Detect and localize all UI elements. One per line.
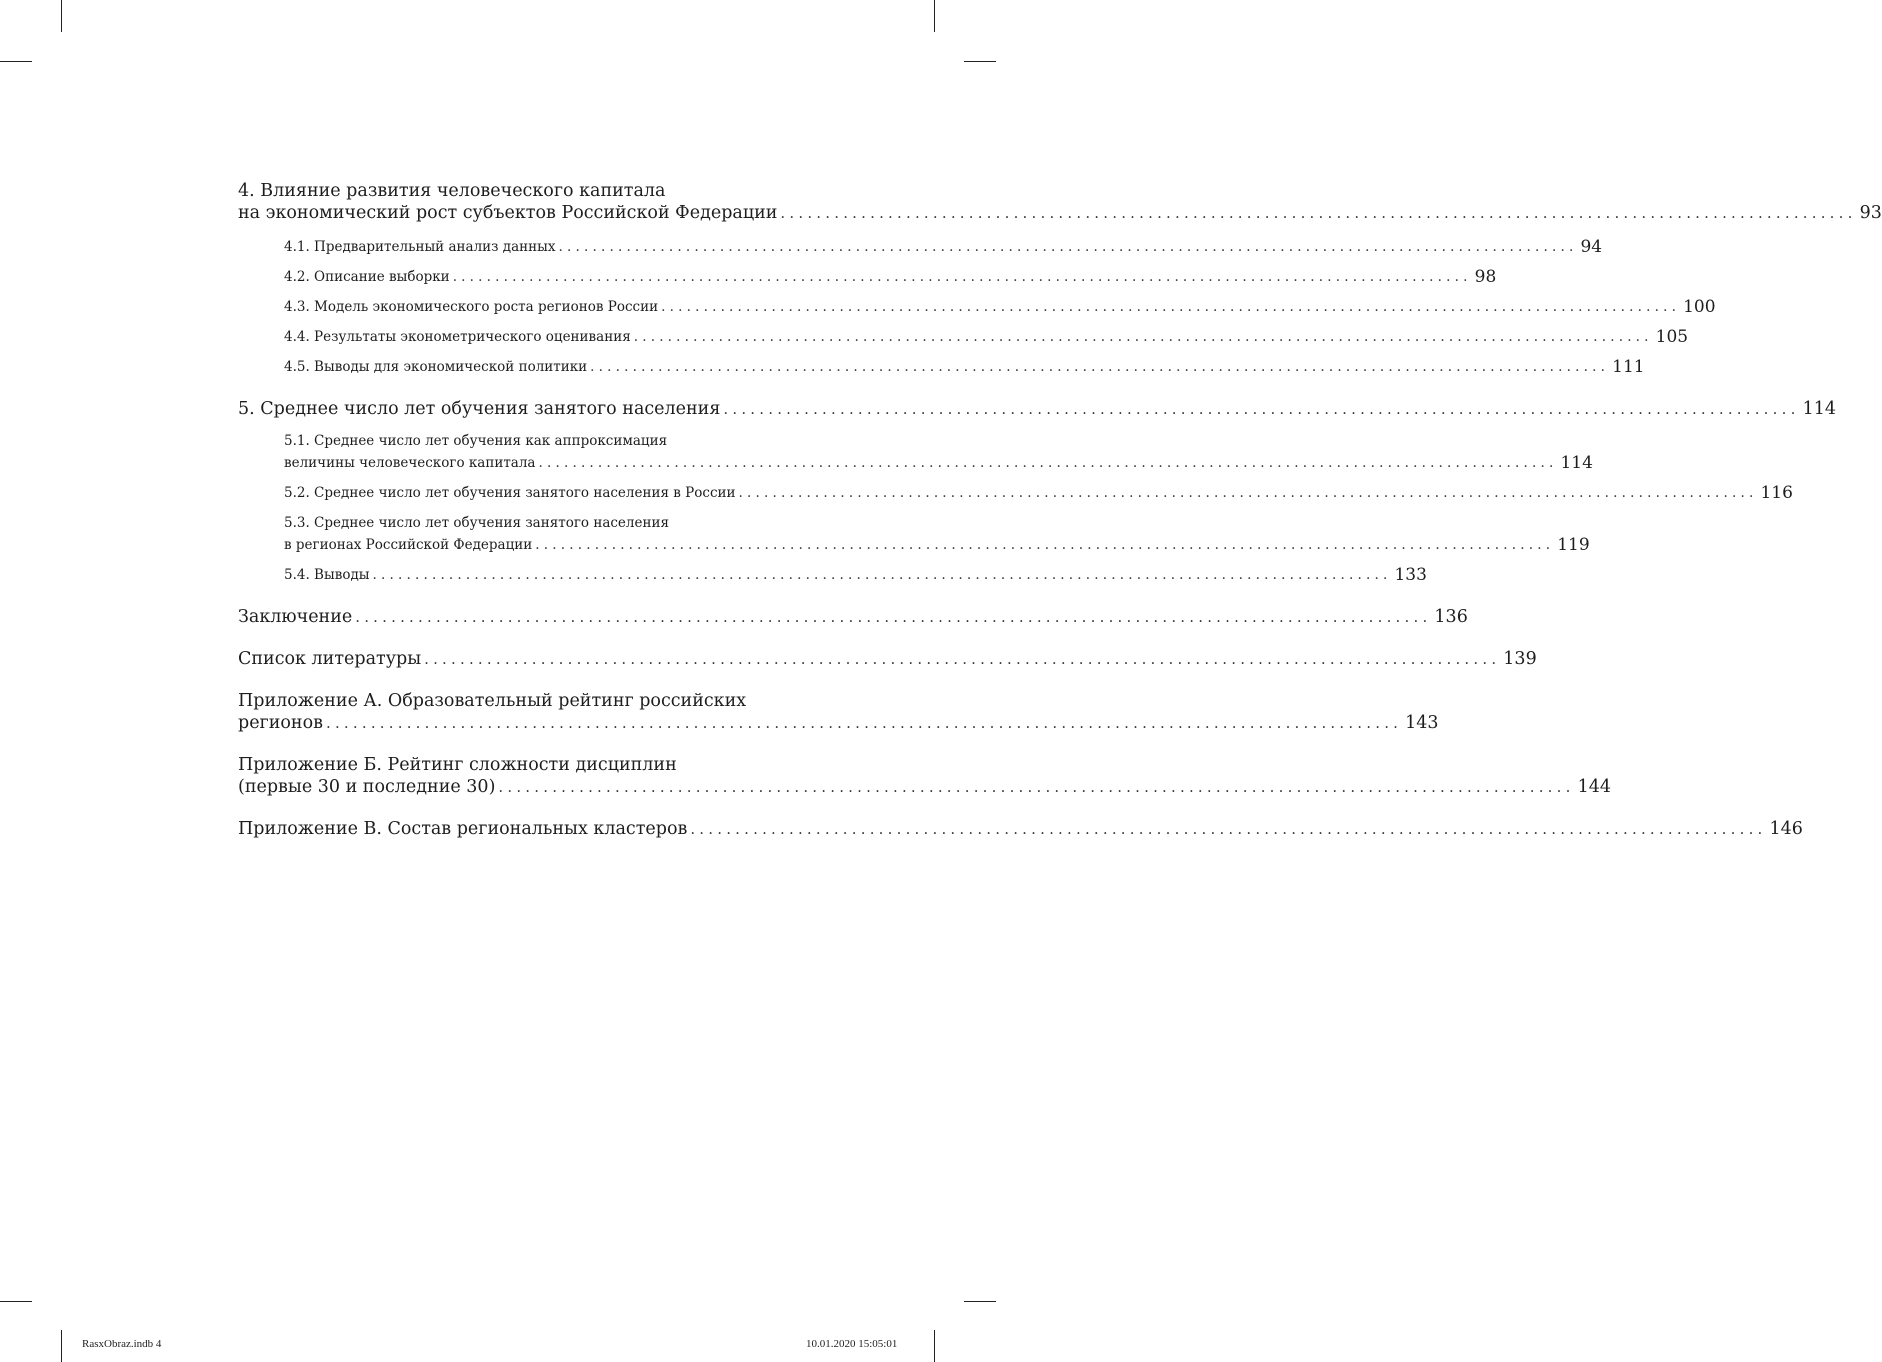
dot-leader: ........................................................................................................................ bbox=[535, 537, 1555, 553]
dot-leader: ........................................................................................................................ bbox=[723, 400, 1800, 418]
toc-page-number: 111 bbox=[1612, 357, 1645, 377]
toc-page-number: 94 bbox=[1580, 237, 1603, 257]
crop-mark bbox=[61, 0, 62, 32]
toc-entry-title-line: 4. Влияние развития человеческого капитала bbox=[238, 181, 666, 201]
toc-page-number: 133 bbox=[1394, 565, 1427, 585]
toc-page-number: 105 bbox=[1655, 327, 1689, 347]
dot-leader: ........................................................................................................................ bbox=[372, 567, 1392, 583]
toc-entry-title: на экономический рост субъектов Российской Федерации bbox=[238, 203, 778, 223]
toc-entry-title: 4.4. Результаты эконометрического оценивания bbox=[284, 329, 631, 345]
toc-entry-appendix-v bbox=[238, 818, 1803, 840]
toc-page-number: 116 bbox=[1760, 483, 1793, 503]
toc-entry-title: 4.5. Выводы для экономической политики bbox=[284, 359, 588, 375]
toc-entry-5-3 bbox=[284, 512, 1590, 556]
table-of-contents bbox=[238, 180, 1882, 840]
toc-entry-title: 5. Среднее число лет обучения занятого населения bbox=[238, 399, 721, 419]
toc-entry-title-line: 5.1. Среднее число лет обучения как аппроксимация bbox=[284, 433, 668, 449]
toc-page-number: 100 bbox=[1683, 297, 1716, 317]
toc-entry-5 bbox=[238, 398, 1836, 420]
toc-entry-4-3 bbox=[284, 296, 1716, 318]
toc-entry-title: 5.2. Среднее число лет обучения занятого населения в России bbox=[284, 485, 736, 501]
toc-entry-title: Заключение bbox=[238, 607, 353, 627]
dot-leader: ........................................................................................................................ bbox=[538, 455, 1558, 471]
toc-entry-4-5 bbox=[284, 356, 1645, 378]
toc-page-number: 114 bbox=[1802, 399, 1836, 419]
toc-entry-title: Список литературы bbox=[238, 649, 422, 669]
dot-leader: ........................................................................................................................ bbox=[558, 239, 1578, 255]
toc-entry-title: регионов bbox=[238, 713, 323, 733]
toc-entry-title: 4.2. Описание выборки bbox=[284, 269, 450, 285]
toc-page-number: 146 bbox=[1769, 819, 1803, 839]
toc-entry-5-2 bbox=[284, 482, 1793, 504]
dot-leader: ........................................................................................................................ bbox=[690, 820, 1767, 838]
crop-mark bbox=[964, 1301, 996, 1302]
toc-entry-5-4 bbox=[284, 564, 1427, 586]
crop-mark bbox=[61, 1330, 62, 1362]
toc-entry-title-line: 5.3. Среднее число лет обучения занятого населения bbox=[284, 515, 670, 531]
toc-entry-title: 4.1. Предварительный анализ данных bbox=[284, 239, 556, 255]
toc-page-number: 98 bbox=[1474, 267, 1497, 287]
toc-entry-title: (первые 30 и последние 30) bbox=[238, 777, 496, 797]
dot-leader: ........................................................................................................................ bbox=[780, 204, 1857, 222]
dot-leader: ........................................................................................................................ bbox=[424, 650, 1501, 668]
slug-datetime: 10.01.2020 15:05:01 bbox=[806, 1338, 898, 1350]
toc-page-number: 144 bbox=[1577, 777, 1611, 797]
crop-mark bbox=[0, 61, 32, 62]
toc-entry-title: величины человеческого капитала bbox=[284, 455, 536, 471]
toc-entry-4-4 bbox=[284, 326, 1689, 348]
toc-entry-title: 5.4. Выводы bbox=[284, 567, 370, 583]
crop-mark bbox=[0, 1301, 32, 1302]
toc-entry-5-1 bbox=[284, 430, 1593, 474]
dot-leader: ........................................................................................................................ bbox=[590, 359, 1610, 375]
toc-entry-conclusion bbox=[238, 606, 1468, 628]
toc-entry-title-line: Приложение А. Образовательный рейтинг российских bbox=[238, 691, 747, 711]
dot-leader: ........................................................................................................................ bbox=[355, 608, 1432, 626]
toc-entry-title: 4.3. Модель экономического роста регионов России bbox=[284, 299, 659, 315]
toc-entry-bibliography bbox=[238, 648, 1537, 670]
toc-page-number: 93 bbox=[1859, 203, 1882, 223]
dot-leader: ........................................................................................................................ bbox=[498, 778, 1575, 796]
dot-leader: ........................................................................................................................ bbox=[661, 299, 1681, 315]
slug-filename: RasxObraz.indb 4 bbox=[82, 1338, 162, 1350]
toc-entry-appendix-a bbox=[238, 690, 1439, 734]
toc-page-number: 143 bbox=[1405, 713, 1439, 733]
toc-entry-4 bbox=[238, 180, 1882, 226]
dot-leader: ........................................................................................................................ bbox=[633, 329, 1653, 345]
dot-leader: ........................................................................................................................ bbox=[452, 269, 1472, 285]
toc-page-number: 136 bbox=[1434, 607, 1468, 627]
toc-entry-4-1 bbox=[284, 236, 1603, 258]
toc-entry-title-line: Приложение Б. Рейтинг сложности дисциплин bbox=[238, 755, 677, 775]
toc-entry-title: Приложение В. Состав региональных кластеров bbox=[238, 819, 688, 839]
crop-mark bbox=[934, 0, 935, 32]
toc-entry-appendix-b bbox=[238, 754, 1611, 798]
toc-page-number: 114 bbox=[1560, 453, 1593, 473]
toc-page-number: 139 bbox=[1503, 649, 1537, 669]
dot-leader: ........................................................................................................................ bbox=[738, 485, 1758, 501]
toc-page-number: 119 bbox=[1557, 535, 1590, 555]
crop-mark bbox=[964, 61, 996, 62]
dot-leader: ........................................................................................................................ bbox=[325, 714, 1403, 732]
crop-mark bbox=[934, 1330, 935, 1362]
toc-entry-4-2 bbox=[284, 266, 1497, 288]
toc-entry-title: в регионах Российской Федерации bbox=[284, 537, 533, 553]
